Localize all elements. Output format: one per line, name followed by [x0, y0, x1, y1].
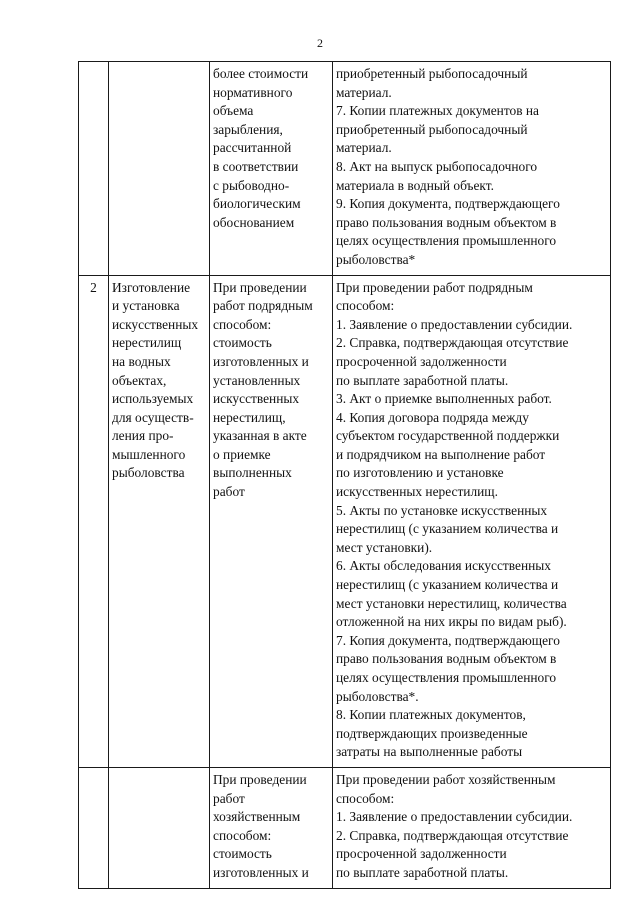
text-line: 4. Копия договора подряда между — [336, 409, 529, 425]
text-line: для осуществ- — [112, 409, 194, 425]
text-line: на водных — [112, 353, 171, 369]
text-line: объема — [213, 103, 254, 119]
text-line: отложенной на них икры по видам рыб). — [336, 614, 567, 630]
text-line: затраты на выполненные работы — [336, 744, 523, 760]
text-line: приобретенный рыбопосадочный — [336, 66, 528, 81]
text-line: мест установки нерестилищ, количества — [336, 595, 567, 611]
row-number-cell — [79, 767, 109, 888]
text-line: по выплате заработной платы. — [336, 372, 509, 388]
text-line: 2. Справка, подтверждающая отсутствие — [336, 335, 569, 351]
text-line: в соответствии — [213, 158, 299, 174]
text-line: субъектом государственной поддержки — [336, 428, 560, 444]
text-line: материал. — [336, 84, 392, 100]
text-line: способом: — [336, 298, 395, 314]
text-line: 1. Заявление о предоставлении субсидии. — [336, 809, 573, 825]
text-line: материал. — [336, 140, 392, 156]
text-line: При проведении работ хозяйственным — [336, 771, 556, 787]
subsidy-basis-cell — [210, 62, 333, 276]
text-line: биологическим — [213, 196, 301, 212]
text-line: искусственных нерестилищ. — [336, 484, 498, 500]
text-line: нормативного — [213, 84, 293, 100]
text-line: стоимость — [213, 335, 272, 351]
text-line: объектах, — [112, 372, 167, 388]
text-line: 2. Справка, подтверждающая отсутствие — [336, 827, 569, 843]
required-documents-cell — [333, 275, 611, 767]
text-line: 7. Копия документа, подтверждающего — [336, 632, 560, 648]
text-line: просроченной задолженности — [336, 846, 507, 862]
text-line: по изготовлению и установке — [336, 465, 504, 481]
text-line: искусственных — [112, 316, 199, 332]
text-line: и подрядчиком на выполнение работ — [336, 446, 546, 462]
text-line: подтверждающих произведенные — [336, 725, 528, 741]
text-line: право пользования водным объектом в — [336, 651, 557, 667]
text-line: 3. Акт о приемке выполненных работ. — [336, 391, 552, 407]
text-line: При проведении работ подрядным — [336, 279, 533, 295]
activity-name-cell — [109, 62, 210, 276]
text-line: просроченной задолженности — [336, 353, 507, 369]
text-line: используемых — [112, 391, 194, 407]
text-line: с рыбоводно- — [213, 177, 290, 193]
text-line: выполненных — [213, 465, 292, 481]
text-line: работ — [213, 484, 245, 500]
text-line: нерестилищ (с указанием количества и — [336, 521, 559, 537]
text-line: ления про- — [112, 428, 174, 444]
text-line: нерестилищ (с указанием количества и — [336, 577, 559, 593]
activity-name-cell — [109, 275, 210, 767]
text-line: приобретенный рыбопосадочный — [336, 121, 528, 137]
required-documents-cell — [333, 767, 611, 888]
text-line: Изготовление — [112, 279, 191, 295]
text-line: зарыбления, — [213, 121, 283, 137]
text-line: рыболовства*. — [336, 688, 419, 704]
text-line: хозяйственным — [213, 809, 301, 825]
text-line: установленных — [213, 372, 301, 388]
subsidy-documents-table — [78, 61, 611, 889]
text-line: стоимость — [213, 846, 272, 862]
text-line: 8. Акт на выпуск рыбопосадочного — [336, 158, 538, 174]
text-line: материала в водный объект. — [336, 177, 494, 193]
text-line: и установка — [112, 298, 180, 314]
table-row — [79, 275, 611, 767]
activity-name-cell — [109, 767, 210, 888]
text-line: мест установки). — [336, 539, 433, 555]
page-number: 2 — [317, 36, 323, 50]
text-line: нерестилищ, — [213, 409, 286, 425]
text-line: При проведении — [213, 279, 307, 295]
text-line: обоснованием — [213, 214, 295, 230]
text-line: 9. Копия документа, подтверждающего — [336, 196, 560, 212]
table-row — [79, 767, 611, 888]
text-line: 7. Копии платежных документов на — [336, 103, 539, 119]
text-line: указанная в акте — [213, 428, 307, 444]
text-line: работ — [213, 790, 245, 806]
text-line: способом: — [213, 827, 272, 843]
text-line: мышленного — [112, 446, 186, 462]
subsidy-basis-cell — [210, 275, 333, 767]
text-line: 6. Акты обследования искусственных — [336, 558, 551, 574]
text-line: по выплате заработной платы. — [336, 864, 509, 880]
text-line: рыболовства* — [336, 251, 416, 267]
row-number-cell: 2 — [79, 275, 109, 767]
required-documents-cell — [333, 62, 611, 276]
text-line: целях осуществления промышленного — [336, 233, 557, 249]
text-line: рассчитанной — [213, 140, 292, 156]
text-line: целях осуществления промышленного — [336, 670, 557, 685]
text-line: нерестилищ — [112, 335, 182, 351]
text-line: способом: — [336, 790, 395, 806]
text-line: работ подрядным — [213, 298, 313, 314]
text-line: изготовленных и — [213, 864, 309, 880]
text-line: искусственных — [213, 391, 300, 407]
table-row — [79, 62, 611, 276]
text-line: более стоимости — [213, 66, 309, 81]
text-line: рыболовства — [112, 465, 185, 481]
text-line: 5. Акты по установке искусственных — [336, 502, 548, 518]
text-line: способом: — [213, 316, 272, 332]
subsidy-basis-cell — [210, 767, 333, 888]
text-line: о приемке — [213, 446, 271, 462]
text-line: При проведении — [213, 771, 307, 787]
text-line: 1. Заявление о предоставлении субсидии. — [336, 316, 573, 332]
row-number-cell — [79, 62, 109, 276]
text-line: 8. Копии платежных документов, — [336, 707, 526, 723]
text-line: изготовленных и — [213, 353, 309, 369]
text-line: право пользования водным объектом в — [336, 214, 557, 230]
